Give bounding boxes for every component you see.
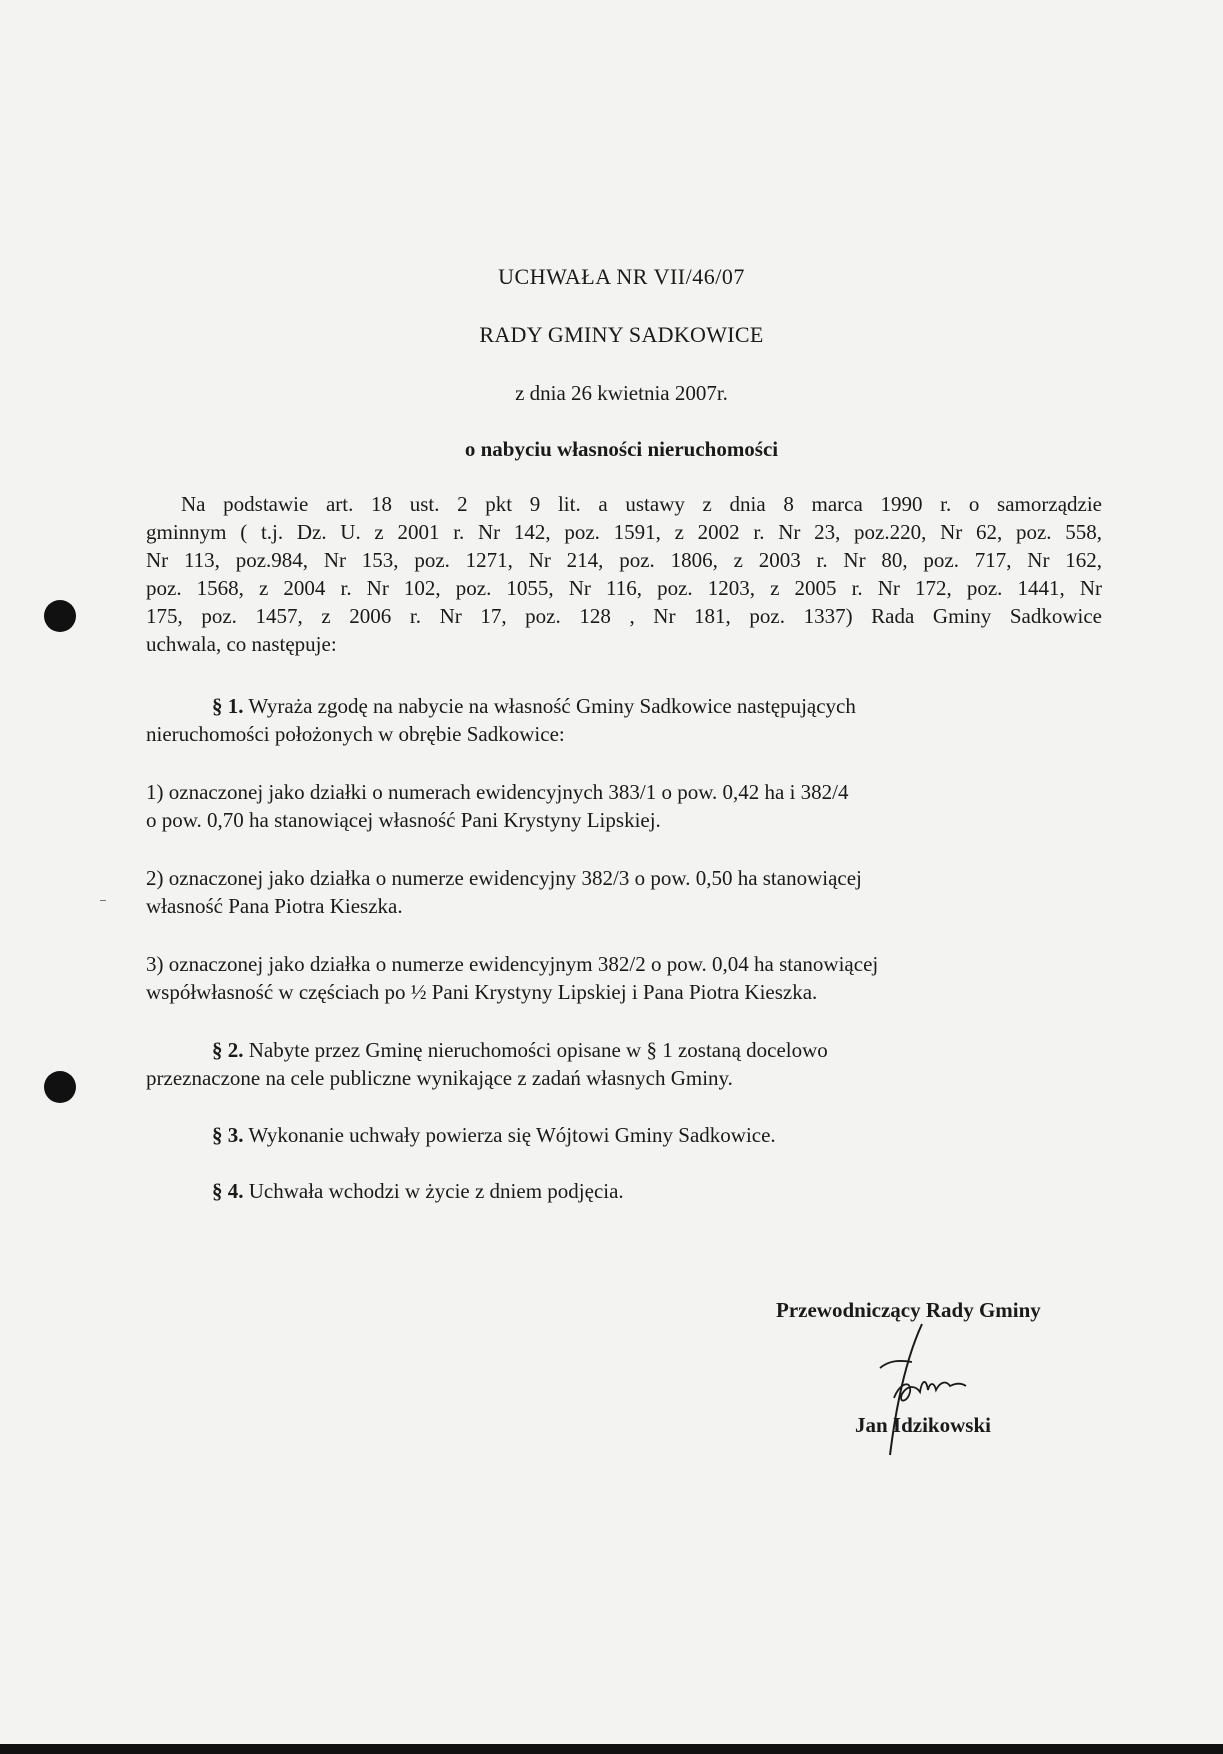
list-item bbox=[146, 778, 1102, 834]
section-3 bbox=[146, 1121, 1102, 1149]
punch-hole bbox=[44, 600, 76, 632]
list-item bbox=[146, 864, 1102, 920]
resolution-title: UCHWAŁA NR VII/46/07 bbox=[498, 264, 745, 289]
section-4-line bbox=[146, 1177, 1102, 1205]
section-mark: § 3. bbox=[212, 1123, 244, 1147]
legal-basis-line: uchwala, co następuje: bbox=[146, 632, 337, 656]
section-3-line bbox=[146, 1121, 1102, 1149]
list-item-line: współwłasność w częściach po ½ Pani Krystyny Lipskiej i Pana Piotra Kieszka. bbox=[146, 980, 818, 1004]
list-item-line: własność Pana Piotra Kieszka. bbox=[146, 894, 403, 918]
list-item-line: 3) oznaczonej jako działka o numerze ewidencyjnym 382/2 o pow. 0,04 ha stanowiącej bbox=[146, 952, 879, 976]
section-text: Wykonanie uchwały powierza się Wójtowi Gminy Sadkowice. bbox=[243, 1123, 776, 1147]
section-2-line: przeznaczone na cele publiczne wynikające z zadań własnych Gminy. bbox=[146, 1066, 733, 1090]
list-item-line: 1) oznaczonej jako działki o numerach ewidencyjnych 383/1 o pow. 0,42 ha i 382/4 bbox=[146, 780, 849, 804]
section-mark: § 1. bbox=[212, 694, 244, 718]
section-mark: § 4. bbox=[212, 1179, 244, 1203]
resolution-date: z dnia 26 kwietnia 2007r. bbox=[515, 381, 728, 405]
signatory-name: Jan Idzikowski bbox=[855, 1413, 991, 1437]
handwritten-signature bbox=[850, 1320, 990, 1460]
legal-basis-line: gminnym ( t.j. Dz. U. z 2001 r. Nr 142, poz. 1591, z 2002 r. Nr 23, poz.220, Nr 62, poz. 558, bbox=[146, 520, 1102, 544]
section-text: Nabyte przez Gminę nieruchomości opisane w § 1 zostaną docelowo bbox=[243, 1038, 828, 1062]
list-item-line: o pow. 0,70 ha stanowiącej własność Pani Krystyny Lipskiej. bbox=[146, 808, 661, 832]
list-item bbox=[146, 950, 1102, 1006]
scan-edge bbox=[0, 1744, 1223, 1754]
section-1-line bbox=[146, 692, 1102, 720]
section-text: Uchwała wchodzi w życie z dniem podjęcia. bbox=[243, 1179, 624, 1203]
punch-hole bbox=[44, 1071, 76, 1103]
section-2-line bbox=[146, 1036, 1102, 1064]
section-mark: § 2. bbox=[212, 1038, 244, 1062]
list-item-line: 2) oznaczonej jako działka o numerze ewidencyjny 382/3 o pow. 0,50 ha stanowiącej bbox=[146, 866, 862, 890]
council-name: RADY GMINY SADKOWICE bbox=[479, 322, 764, 347]
section-1-line: nieruchomości położonych w obrębie Sadkowice: bbox=[146, 722, 565, 746]
legal-basis-line: Na podstawie art. 18 ust. 2 pkt 9 lit. a ustawy z dnia 8 marca 1990 r. o samorządzie bbox=[181, 492, 1102, 516]
legal-basis-line: poz. 1568, z 2004 r. Nr 102, poz. 1055, Nr 116, poz. 1203, z 2005 r. Nr 172, poz. 1441, Nr bbox=[146, 576, 1102, 600]
legal-basis-line: Nr 113, poz.984, Nr 153, poz. 1271, Nr 214, poz. 1806, z 2003 r. Nr 80, poz. 717, Nr 162, bbox=[146, 548, 1102, 572]
section-2 bbox=[146, 1036, 1102, 1092]
scan-mark bbox=[100, 900, 106, 901]
signatory-title: Przewodniczący Rady Gminy bbox=[776, 1298, 1041, 1322]
legal-basis-paragraph bbox=[146, 490, 1102, 658]
resolution-subject: o nabyciu własności nieruchomości bbox=[464, 437, 779, 461]
section-4 bbox=[146, 1177, 1102, 1205]
legal-basis-line: 175, poz. 1457, z 2006 r. Nr 17, poz. 128 , Nr 181, poz. 1337) Rada Gminy Sadkowice bbox=[146, 604, 1102, 628]
section-1 bbox=[146, 692, 1102, 748]
section-text: Wyraża zgodę na nabycie na własność Gminy Sadkowice następujących bbox=[243, 694, 856, 718]
